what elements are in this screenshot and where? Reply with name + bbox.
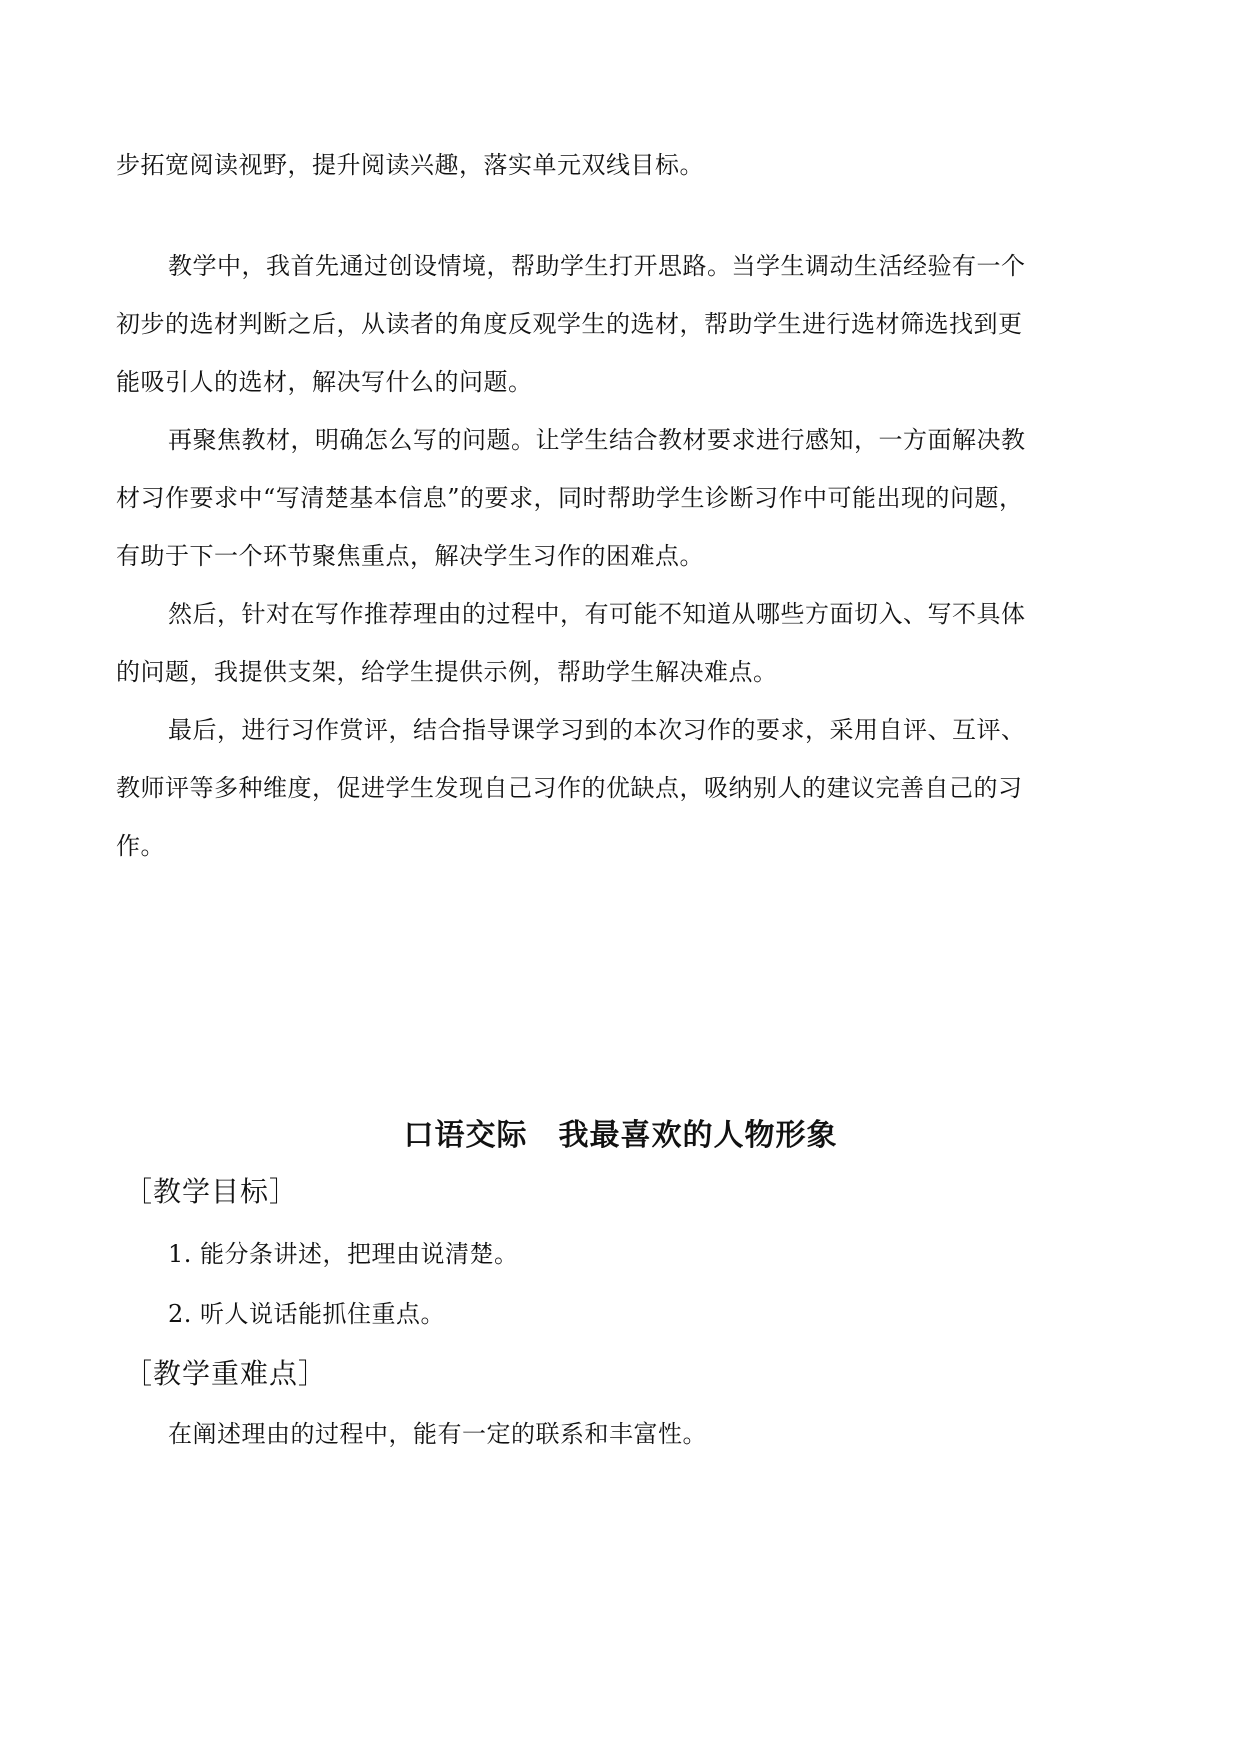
paragraph-1-line-3: 能吸引人的选材，解决写什么的问题。 — [116, 368, 533, 396]
paragraph-1-line-2: 初步的选材判断之后，从读者的角度反观学生的选材，帮助学生进行选材筛选找到更 — [116, 310, 1023, 338]
key-points-heading: ［教学重难点］ — [124, 1357, 328, 1390]
paragraph-2-line-2: 材习作要求中“写清楚基本信息”的要求，同时帮助学生诊断习作中可能出现的问题， — [116, 484, 1024, 512]
paragraph-2-line-1: 再聚焦教材，明确怎么写的问题。让学生结合教材要求进行感知，一方面解决教 — [168, 426, 1026, 454]
goals-heading: ［教学目标］ — [124, 1175, 299, 1208]
paragraph-4-line-1: 最后，进行习作赏评，结合指导课学习到的本次习作的要求，采用自评、互评、 — [168, 716, 1026, 744]
intro-continuation-line: 步拓宽阅读视野，提升阅读兴趣，落实单元双线目标。 — [116, 151, 704, 179]
lesson-title: 口语交际 我最喜欢的人物形象 — [403, 1118, 838, 1153]
paragraph-3-line-2: 的问题，我提供支架，给学生提供示例，帮助学生解决难点。 — [116, 658, 778, 686]
goal-item-2: 2. 听人说话能抓住重点。 — [168, 1300, 446, 1328]
key-points-text: 在阐述理由的过程中，能有一定的联系和丰富性。 — [168, 1420, 707, 1448]
paragraph-2-line-3: 有助于下一个环节聚焦重点，解决学生习作的困难点。 — [116, 542, 704, 570]
paragraph-3-line-1: 然后，针对在写作推荐理由的过程中，有可能不知道从哪些方面切入、写不具体 — [168, 600, 1026, 628]
goal-item-1: 1. 能分条讲述，把理由说清楚。 — [168, 1240, 519, 1268]
paragraph-1-line-1: 教学中，我首先通过创设情境，帮助学生打开思路。当学生调动生活经验有一个 — [168, 252, 1026, 280]
paragraph-4-line-3: 作。 — [116, 832, 165, 860]
paragraph-4-line-2: 教师评等多种维度，促进学生发现自己习作的优缺点，吸纳别人的建议完善自己的习 — [116, 774, 1023, 802]
